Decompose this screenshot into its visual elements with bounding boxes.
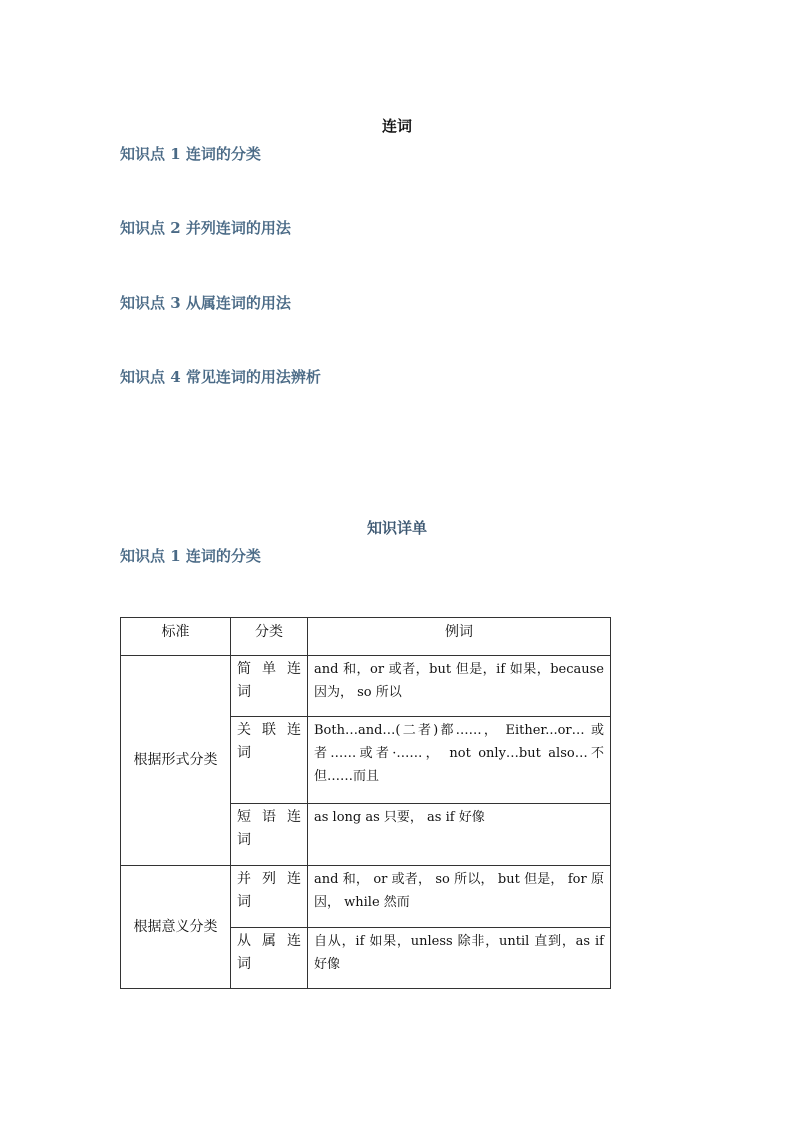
category-cell	[231, 928, 308, 989]
category-line: 简 单 连	[237, 661, 301, 677]
outline-item-2: 知识点 2 并列连词的用法	[120, 219, 291, 237]
category-line: 词	[237, 894, 251, 910]
examples-cell: and 和， or 或者， so 所以， but 但是， for 原因， while 然而	[308, 866, 611, 928]
category-cell	[231, 804, 308, 866]
category-line: 词	[237, 832, 251, 848]
outline-item-3: 知识点 3 从属连词的用法	[120, 294, 291, 312]
outline-item-4: 知识点 4 常见连词的用法辨析	[120, 368, 321, 386]
header-category: 分类	[231, 618, 308, 656]
standard-cell-meaning: 根据意义分类	[121, 866, 231, 989]
examples-cell: as long as 只要， as if 好像	[308, 804, 611, 866]
examples-cell: 自从，if 如果，unless 除非，until 直到，as if 好像	[308, 928, 611, 989]
table-header-row	[121, 618, 611, 656]
header-standard: 标准	[121, 618, 231, 656]
category-line: 词	[237, 684, 251, 700]
category-line: 并 列 连	[237, 871, 301, 887]
standard-cell-form: 根据形式分类	[121, 656, 231, 866]
category-line: 从 属 连	[237, 933, 301, 949]
outline-item-1: 知识点 1 连词的分类	[120, 145, 261, 163]
examples-cell: and 和，or 或者，but 但是，if 如果，because 因为， so 所以	[308, 656, 611, 717]
detail-title: 知识详单	[366, 519, 427, 537]
category-line: 词	[237, 745, 251, 761]
detail-section-heading: 知识点 1 连词的分类	[120, 547, 261, 565]
document-title: 连词	[381, 117, 412, 135]
category-line: 词	[237, 956, 251, 972]
header-examples: 例词	[308, 618, 611, 656]
category-cell	[231, 866, 308, 928]
category-cell	[231, 717, 308, 804]
table-row	[121, 866, 611, 928]
category-cell	[231, 656, 308, 717]
category-line: 关 联 连	[237, 722, 301, 738]
examples-cell: Both…and…(二者)都……， Either...or… 或者……或者·……， not only…but also…不但……而且	[308, 717, 611, 804]
classification-table	[120, 617, 611, 989]
table-row	[121, 656, 611, 717]
category-line: 短 语 连	[237, 809, 301, 825]
